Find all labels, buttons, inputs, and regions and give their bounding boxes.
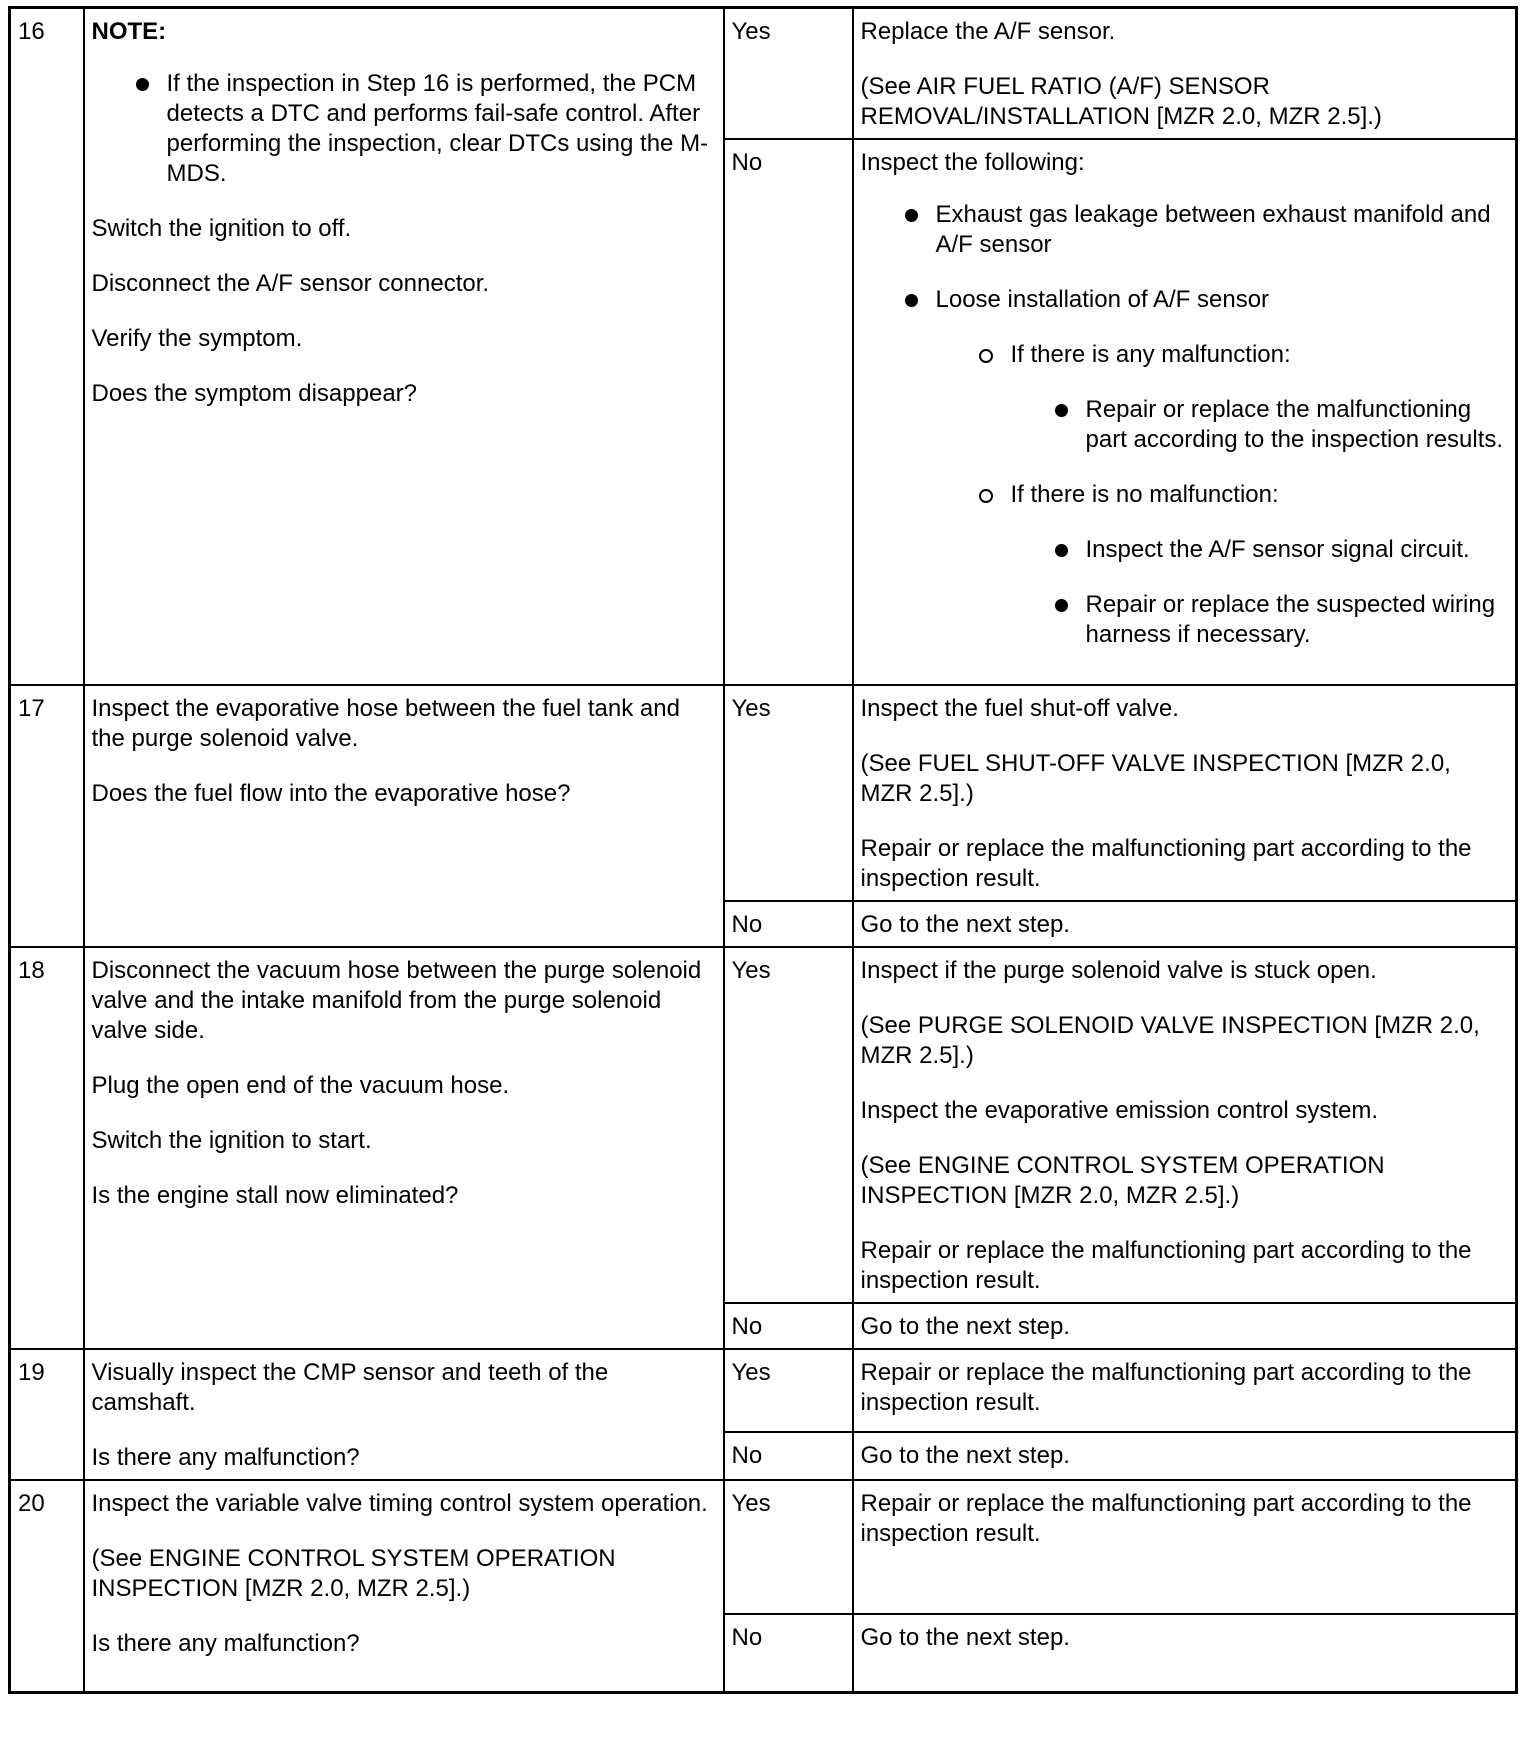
result-yes-cell [724,1349,853,1432]
action-text: Inspect the following: [860,149,1085,176]
result-yes-label: Yes [731,18,771,45]
step-19-yes-row [10,1349,1517,1432]
step-16-yes-row [10,8,1517,140]
result-yes-label: Yes [731,957,771,984]
result-yes-cell [724,1480,853,1614]
action-no-cell [853,1614,1517,1693]
step-17-yes-row [10,685,1517,901]
action-yes-cell [853,1349,1517,1432]
action-no-cell [853,901,1517,947]
step-number: 17 [18,695,45,722]
note-list [92,69,716,189]
inspection-text: Disconnect the vacuum hose between the purge solenoid valve and the intake manifold from the purge solenoid valve side. [91,957,702,1044]
inspection-question: Is there any malfunction? [91,1444,360,1471]
action-text: Inspect the fuel shut-off valve. [860,695,1179,722]
action-yes-cell [853,685,1517,901]
action-text: Inspect the evaporative emission control system. [860,1097,1379,1124]
action-yes-cell [853,1480,1517,1614]
inspection-text: Switch the ignition to start. [91,1127,372,1154]
diagnostic-table [8,6,1518,1694]
inspect-list [861,200,1509,650]
action-text: Go to the next step. [860,1313,1070,1340]
note-bullet: If the inspection in Step 16 is performed, the PCM detects a DTC and performs fail-safe control. After performing the inspection, clear DTCs using the M-MDS. [92,69,716,189]
inspection-text: Disconnect the A/F sensor connector. [91,270,490,297]
result-no-label: No [731,1442,763,1470]
result-no-label: No [731,1624,763,1651]
action-reference: (See ENGINE CONTROL SYSTEM OPERATION INSPECTION [MZR 2.0, MZR 2.5].) [860,1152,1385,1209]
result-yes-cell [724,8,853,140]
condition-action: Repair or replace the suspected wiring harness if necessary. [861,590,1509,650]
step-number: 19 [18,1359,45,1386]
result-no-label: No [731,149,763,176]
inspection-text: Inspect the variable valve timing control system operation. [91,1490,708,1517]
action-text: Go to the next step. [860,911,1070,938]
inspection-question: Is the engine stall now eliminated? [91,1182,459,1209]
diagnostic-procedure-page [8,6,1518,1694]
action-text: Inspect if the purge solenoid valve is stuck open. [860,957,1377,984]
result-no-cell [724,1432,853,1480]
action-yes-cell [853,8,1517,140]
result-yes-label: Yes [731,1359,771,1386]
step-number-cell [10,947,84,1349]
result-no-cell [724,139,853,685]
result-yes-label: Yes [731,1490,771,1517]
action-text: Replace the A/F sensor. [860,18,1116,45]
action-no-cell [853,1432,1517,1480]
action-text: Repair or replace the malfunctioning part according to the inspection result. [860,1237,1472,1294]
inspection-text: Plug the open end of the vacuum hose. [91,1072,510,1099]
step-number-cell [10,8,84,686]
result-no-label: No [731,911,763,938]
step-number: 18 [18,957,45,984]
result-yes-cell [724,947,853,1303]
action-reference: (See FUEL SHUT-OFF VALVE INSPECTION [MZR 2.0, MZR 2.5].) [860,750,1451,807]
action-text: Repair or replace the malfunctioning part according to the inspection result. [860,1490,1472,1547]
step-number: 20 [18,1490,45,1517]
action-text: Go to the next step. [860,1442,1070,1470]
condition-item: If there is no malfunction: [861,480,1509,510]
step-18-yes-row [10,947,1517,1303]
step-inspection-cell [84,685,724,947]
inspection-text: Verify the symptom. [91,325,303,352]
action-yes-cell [853,947,1517,1303]
step-inspection-cell [84,1480,724,1693]
step-number-cell [10,1480,84,1693]
step-inspection-cell [84,947,724,1349]
result-no-label: No [731,1313,763,1340]
inspection-text: Switch the ignition to off. [91,215,352,242]
inspection-question: Does the fuel flow into the evaporative hose? [91,780,571,807]
step-number-cell [10,685,84,947]
inspection-question: Does the symptom disappear? [91,380,417,407]
action-reference: (See AIR FUEL RATIO (A/F) SENSOR REMOVAL/INSTALLATION [MZR 2.0, MZR 2.5].) [860,73,1382,130]
result-yes-label: Yes [731,695,771,722]
step-20-yes-row [10,1480,1517,1614]
result-yes-cell [724,685,853,901]
result-no-cell [724,901,853,947]
action-text: Repair or replace the malfunctioning part according to the inspection result. [860,835,1472,892]
condition-item: If there is any malfunction: [861,340,1509,370]
inspection-question: Is there any malfunction? [91,1630,360,1657]
condition-action: Repair or replace the malfunctioning part according to the inspection results. [861,395,1509,455]
action-no-cell [853,1303,1517,1349]
step-inspection-cell [84,8,724,686]
action-text: Go to the next step. [860,1624,1070,1651]
inspect-item: Exhaust gas leakage between exhaust manifold and A/F sensor [861,200,1509,260]
inspect-item: Loose installation of A/F sensor [861,285,1509,315]
action-text: Repair or replace the malfunctioning part according to the inspection result. [860,1359,1472,1416]
condition-action: Inspect the A/F sensor signal circuit. [861,535,1509,565]
step-inspection-cell [84,1349,724,1480]
inspection-reference: (See ENGINE CONTROL SYSTEM OPERATION INSPECTION [MZR 2.0, MZR 2.5].) [91,1545,616,1602]
result-no-cell [724,1614,853,1693]
action-no-cell [853,139,1517,685]
inspection-text: Visually inspect the CMP sensor and teeth of the camshaft. [91,1359,609,1416]
action-reference: (See PURGE SOLENOID VALVE INSPECTION [MZR 2.0, MZR 2.5].) [860,1012,1480,1069]
step-number: 16 [18,18,45,45]
note-heading: NOTE: [91,18,167,45]
result-no-cell [724,1303,853,1349]
inspection-text: Inspect the evaporative hose between the fuel tank and the purge solenoid valve. [91,695,680,752]
step-number-cell [10,1349,84,1480]
